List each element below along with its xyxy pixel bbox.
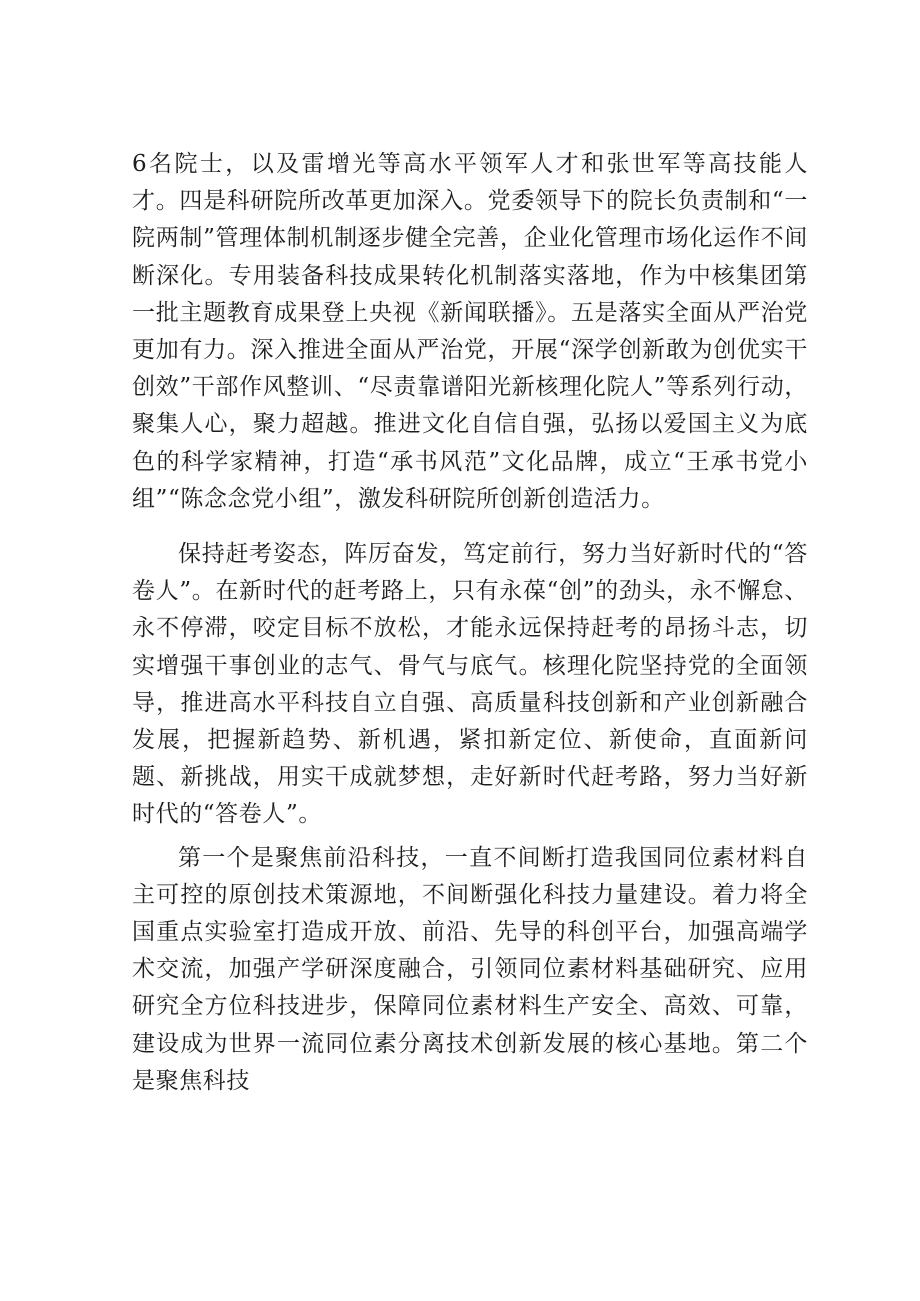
paragraph-exam-attitude: 保持赶考姿态，阵厉奋发，笃定前行，努力当好新时代的“答卷人”。在新时代的赶考路上，只有永葆“创”的劲头，永不懈怠、永不停滞，咬定目标不放松，才能永远保持赶考的昂扬斗志，切实增强干事创业的志气、骨气与底气。核理化院坚持党的全面领导，推进高水平科技自立自强、高质量科技创新和产业创新融合发展，把握新趋势、新机遇，紧扣新定位、新使命，直面新问题、新挑战，用实干成就梦想，走好新时代赶考路，努力当好新时代的“答卷人”。 xyxy=(132,541,808,828)
document-body xyxy=(132,146,808,1100)
paragraph-frontier-technology: 第一个是聚焦前沿科技，一直不间断打造我国同位素材料自主可控的原创技术策源地，不间断强化科技力量建设。着力将全国重点实验室打造成开放、前沿、先导的科创平台，加强高端学术交流，加强产学研深度融合，引领同位素材料基础研究、应用研究全方位科技进步，保障同位素材料生产安全、高效、可靠，建设成为世界一流同位素分离技术创新发展的核心基地。第二个是聚焦科技 xyxy=(132,844,808,1094)
paragraph-reform-progress: 6名院士，以及雷增光等高水平领军人才和张世军等高技能人才。四是科研院所改革更加深入。党委领导下的院长负责制和“一院两制”管理体制机制逐步健全完善，企业化管理市场化运作不间断深化。专用装备科技成果转化机制落实落地，作为中核集团第一批主题教育成果登上央视《新闻联播》。五是落实全面从严治党更加有力。深入推进全面从严治党，开展“深学创新敢为创优实干创效”干部作风整训、“尽责靠谱阳光新核理化院人”等系列行动，聚集人心，聚力超越。推进文化自信自强，弘扬以爱国主义为底色的科学家精神，打造“承书风范”文化品牌，成立“王承书党小组”“陈念念党小组”，激发科研院所创新创造活力。 xyxy=(132,151,808,512)
